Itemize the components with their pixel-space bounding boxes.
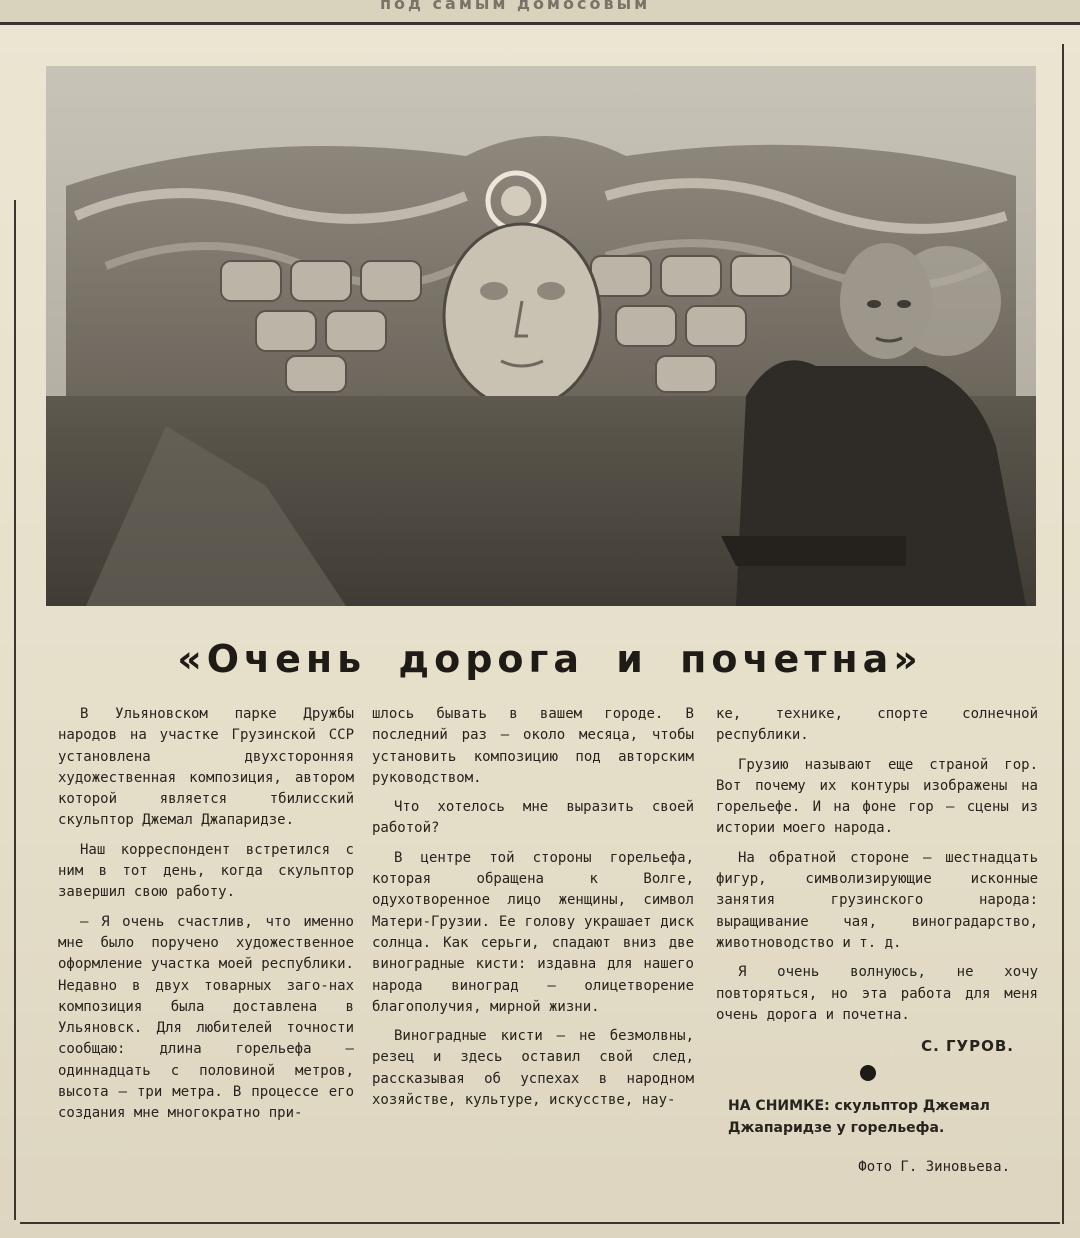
article-column-3	[716, 704, 1038, 1224]
relief-photo-illustration	[46, 66, 1036, 606]
paragraph: Наш корреспондент встретился с ним в тот день, когда скульптор завершил свою работу.	[58, 841, 354, 901]
paragraph: шлось бывать в вашем городе. В последний раз — около месяца, чтобы установить композицию под авторским руководством.	[372, 706, 694, 786]
paragraph: Грузию называют еще страной гор. Вот почему их контуры изображены на горельефе. И на фоне гор — сцены из истории моего народа.	[716, 756, 1038, 837]
photo-credit: Фото Г. Зиновьева.	[858, 1159, 1010, 1176]
article-column-2	[372, 704, 694, 1204]
paragraph: ке, технике, спорте солнечной республики.	[716, 706, 1038, 744]
left-column-rule	[14, 200, 16, 1220]
previous-article-strip	[0, 0, 1080, 25]
photo-caption: НА СНИМКЕ: скульптор Джемал Джапаридзе у горельефа.	[728, 1098, 990, 1137]
article-column-1	[58, 704, 354, 1204]
paragraph: В центре той стороны горельефа, которая обращена к Волге, одухотворенное лицо женщины, символ Матери-Грузии. Ее голову украшает диск солнца. Как серьги, спадают вниз две виноградные кисти: издавна для нашего народа виноград — олицетворение благополучия, мирной жизни.	[372, 849, 694, 1015]
paragraph: Я очень волнуюсь, не хочу повторяться, но эта работа для меня очень дорога и почетна.	[716, 964, 1038, 1023]
right-column-rule	[1062, 44, 1064, 1224]
bullet-dot-icon	[860, 1065, 876, 1081]
paragraph: Что хотелось мне выразить своей работой?	[372, 799, 694, 837]
photo-sculptor-with-relief	[46, 66, 1036, 606]
paragraph: В Ульяновском парке Дружбы народов на участке Грузинской ССР установлена двухсторонняя художественная композиция, автором которой является тбилисский скульптор Джемал Джапаридзе.	[58, 706, 354, 829]
paragraph: Виноградные кисти — не безмолвны, резец и здесь оставил свой след, рассказывая об успехах в народном хозяйстве, культуре, искусстве, нау-	[372, 1028, 694, 1109]
paragraph: — Я очень счастлив, что именно мне было поручено художественное оформление участка моей республики. Недавно в двух товарных заго-нах композиция была доставлена в Ульяновск. Для любителей точности сообщаю: длина горельефа — одиннадцать с половиной метров, высота — три метра. В процессе его создания мне многократно при-	[58, 913, 354, 1122]
article-headline: «Очень дорога и почетна»	[177, 637, 923, 681]
previous-article-fragment: под самым домосовым	[380, 0, 651, 13]
author-signature: С. ГУРОВ.	[921, 1037, 1014, 1056]
paragraph: На обратной стороне — шестнадцать фигур, символизирующие исконные занятия грузинского народа: выращивание чая, виноградарство, животноводство и т. д.	[716, 849, 1038, 951]
